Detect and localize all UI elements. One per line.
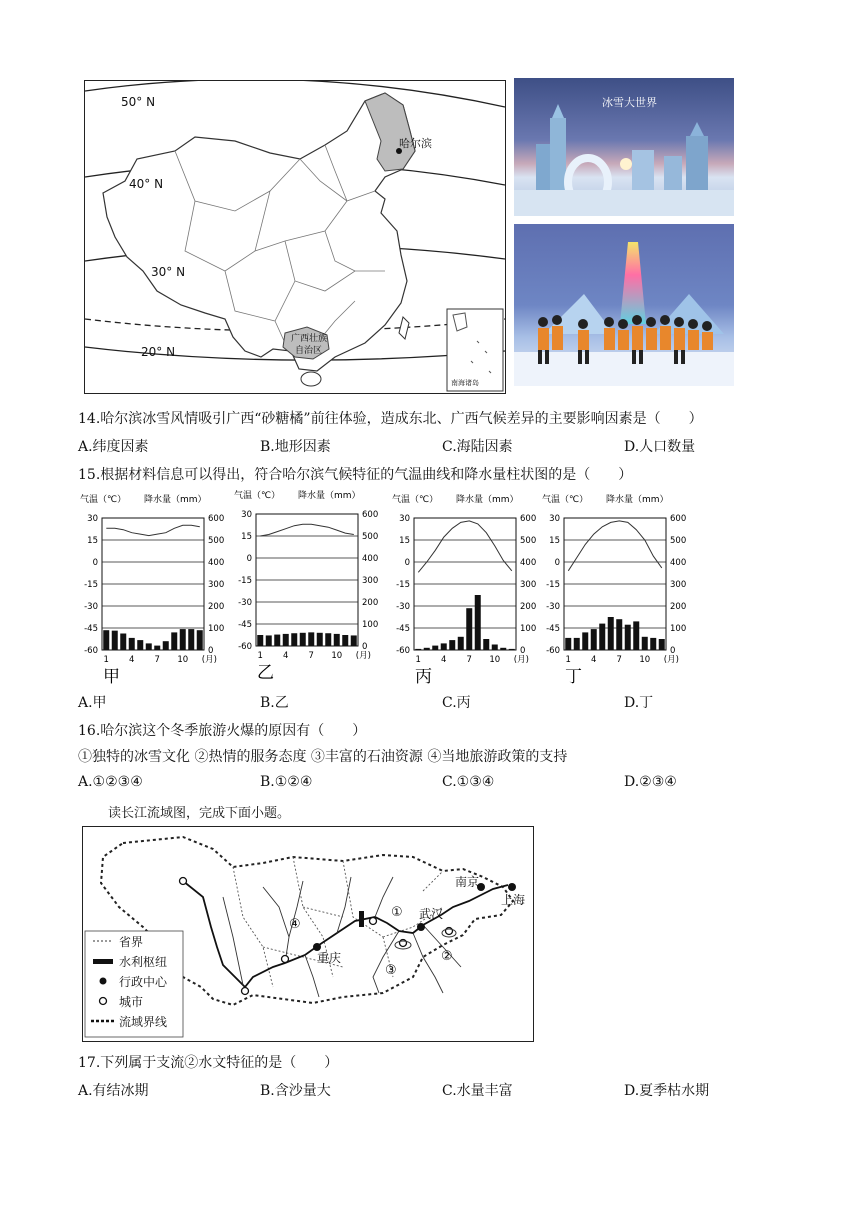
chart-ding: [540, 490, 690, 686]
chart-title: 乙: [257, 663, 274, 682]
month-unit-label: (月): [663, 655, 679, 665]
precip-bar: [574, 638, 580, 650]
temp-axis-label: 气温（℃）: [234, 491, 281, 501]
q16-text: 16.哈尔滨这个冬季旅游火爆的原因有（ ）: [78, 723, 367, 739]
temp-tick-label: -15: [84, 580, 98, 590]
q15-option-a[interactable]: A.甲: [78, 695, 107, 711]
precip-bar: [466, 608, 472, 650]
q16-option-a[interactable]: A.①②③④: [78, 774, 143, 790]
precip-bar: [129, 638, 135, 650]
climate-chart-svg: [232, 486, 382, 682]
guangxi-label-2: 自治区: [295, 346, 323, 356]
climate-chart-svg: [540, 490, 690, 686]
shanghai-label: 上海: [501, 893, 526, 907]
temp-tick-label: -30: [396, 602, 410, 612]
harbin-label: 哈尔滨: [399, 137, 432, 150]
precip-tick-label: 600: [362, 510, 379, 520]
temp-tick-label: -30: [546, 602, 560, 612]
precip-bar: [599, 624, 605, 650]
month-tick-label: 10: [331, 651, 343, 661]
precip-tick-label: 300: [670, 580, 687, 590]
temp-tick-label: 0: [404, 558, 410, 568]
precip-tick-label: 300: [362, 576, 379, 586]
temp-tick-label: 0: [92, 558, 98, 568]
precip-tick-label: 200: [670, 602, 687, 612]
temp-tick-label: -15: [238, 576, 252, 586]
precip-tick-label: 500: [520, 536, 537, 546]
legend-province: 省界: [119, 935, 144, 949]
nanjing-label: 南京: [455, 875, 480, 889]
precip-tick-label: 100: [520, 624, 537, 634]
chart-title: 甲: [103, 667, 120, 686]
month-unit-label: (月): [201, 655, 217, 665]
temp-tick-label: 30: [87, 514, 98, 524]
tributary-4-label: ④: [289, 917, 301, 932]
legend-basin: 流域界线: [119, 1015, 168, 1029]
month-tick-label: 4: [283, 651, 289, 661]
inset-label: 南海诸岛: [451, 379, 479, 387]
precip-bar: [509, 649, 515, 650]
lat-20-label: 20° N: [141, 345, 176, 359]
precip-bar: [633, 621, 639, 650]
precip-bar: [112, 631, 118, 650]
tributary-1-label: ①: [391, 905, 403, 920]
chart-jia: [78, 490, 228, 686]
precip-axis-label: 降水量（mm）: [144, 495, 207, 505]
q14-option-d[interactable]: D.人口数量: [624, 439, 696, 455]
tributary-2-label: ②: [441, 949, 453, 964]
precip-bar: [146, 643, 152, 650]
temp-tick-label: -45: [84, 624, 98, 634]
q15-option-b[interactable]: B.乙: [260, 695, 289, 711]
q15-option-d[interactable]: D.丁: [624, 695, 654, 711]
temp-tick-label: -60: [238, 642, 252, 652]
q14-option-a[interactable]: A.纬度因素: [78, 439, 149, 455]
precip-bar: [458, 637, 464, 650]
temp-tick-label: 15: [241, 532, 252, 542]
precip-bar: [317, 633, 323, 646]
ice-world-caption: 冰雪大世界: [602, 96, 657, 109]
precip-bar: [154, 646, 160, 650]
chart-title: 丁: [565, 667, 582, 686]
precip-tick-label: 400: [520, 558, 537, 568]
precip-tick-label: 300: [208, 580, 225, 590]
precip-bar: [197, 630, 203, 650]
q17-option-c[interactable]: C.水量丰富: [442, 1083, 513, 1099]
precip-bar: [608, 617, 614, 650]
precip-bar: [625, 625, 631, 650]
guangxi-label-1: 广西壮族: [291, 334, 328, 344]
temp-axis-label: 气温（℃）: [542, 495, 589, 505]
q17-option-d[interactable]: D.夏季枯水期: [624, 1083, 710, 1099]
precip-bar: [137, 640, 143, 650]
temp-tick-label: 15: [87, 536, 98, 546]
precip-tick-label: 300: [520, 580, 537, 590]
temp-tick-label: -60: [396, 646, 410, 656]
legend-city: 城市: [119, 995, 144, 1009]
q16-option-d[interactable]: D.②③④: [624, 774, 677, 790]
chart-bing: [390, 490, 540, 686]
temp-tick-label: 15: [549, 536, 560, 546]
q15-text: 15.根据材料信息可以得出，符合哈尔滨气候特征的气温曲线和降水量柱状图的是（ ）: [78, 467, 633, 483]
q14-option-b[interactable]: B.地形因素: [260, 439, 331, 455]
precip-bar: [171, 632, 177, 650]
lat-30-label: 30° N: [151, 265, 186, 279]
precip-tick-label: 0: [670, 646, 676, 656]
precip-bar: [283, 634, 289, 646]
yangtze-map: [82, 826, 534, 1042]
month-tick-label: 10: [639, 655, 651, 665]
month-tick-label: 10: [489, 655, 501, 665]
q17-text: 17.下列属于支流②水文特征的是（ ）: [78, 1055, 339, 1071]
precip-tick-label: 600: [520, 514, 537, 524]
ice-world-photo: [514, 78, 734, 216]
month-tick-label: 7: [308, 651, 314, 661]
temp-tick-label: 30: [399, 514, 410, 524]
precip-tick-label: 100: [670, 624, 687, 634]
temp-curve: [260, 524, 354, 536]
temp-tick-label: 0: [554, 558, 560, 568]
group-photo: [514, 224, 734, 386]
climate-chart-svg: [78, 490, 228, 686]
precip-tick-label: 0: [208, 646, 214, 656]
precip-bar: [188, 629, 194, 650]
month-tick-label: 1: [415, 655, 421, 665]
month-tick-label: 4: [591, 655, 597, 665]
month-tick-label: 4: [441, 655, 447, 665]
month-unit-label: (月): [513, 655, 529, 665]
precip-bar: [449, 640, 455, 650]
precip-tick-label: 200: [362, 598, 379, 608]
month-tick-label: 1: [103, 655, 109, 665]
month-unit-label: (月): [355, 651, 371, 661]
q16-items: ①独特的冰雪文化 ②热情的服务态度 ③丰富的石油资源 ④当地旅游政策的支持: [78, 749, 568, 765]
precip-axis-label: 降水量（mm）: [456, 495, 519, 505]
temp-tick-label: -45: [238, 620, 252, 630]
precip-tick-label: 100: [208, 624, 225, 634]
precip-bar: [291, 633, 297, 646]
precip-bar: [351, 635, 357, 646]
chart-yi: [232, 486, 382, 682]
precip-bar: [308, 632, 314, 646]
precip-bar: [432, 646, 438, 650]
q16-option-b[interactable]: B.①②④: [260, 774, 313, 790]
precip-bar: [257, 635, 263, 646]
precip-tick-label: 500: [362, 532, 379, 542]
precip-bar: [582, 632, 588, 650]
temp-tick-label: 30: [241, 510, 252, 520]
month-tick-label: 7: [154, 655, 160, 665]
precip-bar: [424, 648, 430, 650]
china-map: [84, 80, 506, 394]
precip-bar: [591, 629, 597, 650]
precip-bar: [266, 635, 272, 646]
precip-tick-label: 400: [208, 558, 225, 568]
month-tick-label: 10: [177, 655, 189, 665]
intro-text: 读长江流域图，完成下面小题。: [108, 806, 291, 821]
precip-tick-label: 500: [670, 536, 687, 546]
legend-dam: 水利枢纽: [119, 955, 168, 969]
chongqing-label: 重庆: [317, 951, 342, 965]
climate-chart-svg: [390, 490, 540, 686]
precip-bar: [565, 638, 571, 650]
q16-option-c[interactable]: C.①③④: [442, 774, 495, 790]
precip-bar: [642, 637, 648, 650]
temp-tick-label: -15: [396, 580, 410, 590]
temp-tick-label: 15: [399, 536, 410, 546]
precip-bar: [180, 629, 186, 650]
temp-tick-label: -30: [84, 602, 98, 612]
legend-admin: 行政中心: [119, 975, 168, 989]
month-tick-label: 7: [466, 655, 472, 665]
wuhan-label: 武汉: [419, 907, 444, 921]
precip-tick-label: 500: [208, 536, 225, 546]
temp-curve: [568, 521, 662, 571]
precip-bar: [500, 648, 506, 650]
tributary-3-label: ③: [385, 963, 397, 978]
precip-tick-label: 400: [670, 558, 687, 568]
precip-bar: [475, 595, 481, 650]
precip-axis-label: 降水量（mm）: [298, 491, 361, 501]
precip-bar: [483, 639, 489, 650]
q14-option-c[interactable]: C.海陆因素: [442, 439, 513, 455]
temp-tick-label: -60: [84, 646, 98, 656]
precip-bar: [441, 643, 447, 650]
temp-curve: [106, 525, 200, 535]
precip-bar: [334, 634, 340, 646]
precip-bar: [120, 634, 126, 651]
precip-bar: [492, 645, 498, 651]
temp-tick-label: -15: [546, 580, 560, 590]
lat-40-label: 40° N: [129, 177, 164, 191]
precip-tick-label: 600: [208, 514, 225, 524]
temp-tick-label: -45: [396, 624, 410, 634]
precip-tick-label: 0: [520, 646, 526, 656]
chart-title: 丙: [415, 667, 432, 686]
temp-curve: [418, 521, 512, 572]
precip-tick-label: 600: [670, 514, 687, 524]
precip-bar: [659, 639, 665, 650]
month-tick-label: 4: [129, 655, 135, 665]
q17-option-b[interactable]: B.含沙量大: [260, 1083, 331, 1099]
q17-option-a[interactable]: A.有结冰期: [78, 1083, 149, 1099]
month-tick-label: 1: [257, 651, 263, 661]
precip-bar: [650, 638, 656, 650]
precip-axis-label: 降水量（mm）: [606, 495, 669, 505]
precip-tick-label: 200: [208, 602, 225, 612]
month-tick-label: 1: [565, 655, 571, 665]
precip-bar: [274, 635, 280, 646]
temp-tick-label: 0: [246, 554, 252, 564]
temp-tick-label: -30: [238, 598, 252, 608]
precip-bar: [103, 630, 109, 650]
lat-50-label: 50° N: [121, 95, 156, 109]
precip-tick-label: 200: [520, 602, 537, 612]
precip-tick-label: 0: [362, 642, 368, 652]
precip-bar: [163, 641, 169, 650]
precip-tick-label: 100: [362, 620, 379, 630]
precip-bar: [415, 649, 421, 650]
temp-axis-label: 气温（℃）: [80, 495, 127, 505]
q15-option-c[interactable]: C.丙: [442, 695, 471, 711]
precip-bar: [325, 633, 331, 646]
q14-text: 14.哈尔滨冰雪风情吸引广西“砂糖橘”前往体验，造成东北、广西气候差异的主要影响因素是（ ）: [78, 411, 703, 427]
precip-bar: [616, 619, 622, 650]
temp-tick-label: 30: [549, 514, 560, 524]
month-tick-label: 7: [616, 655, 622, 665]
precip-bar: [300, 633, 306, 646]
temp-tick-label: -45: [546, 624, 560, 634]
temp-tick-label: -60: [546, 646, 560, 656]
precip-tick-label: 400: [362, 554, 379, 564]
precip-bar: [342, 635, 348, 646]
temp-axis-label: 气温（℃）: [392, 495, 439, 505]
